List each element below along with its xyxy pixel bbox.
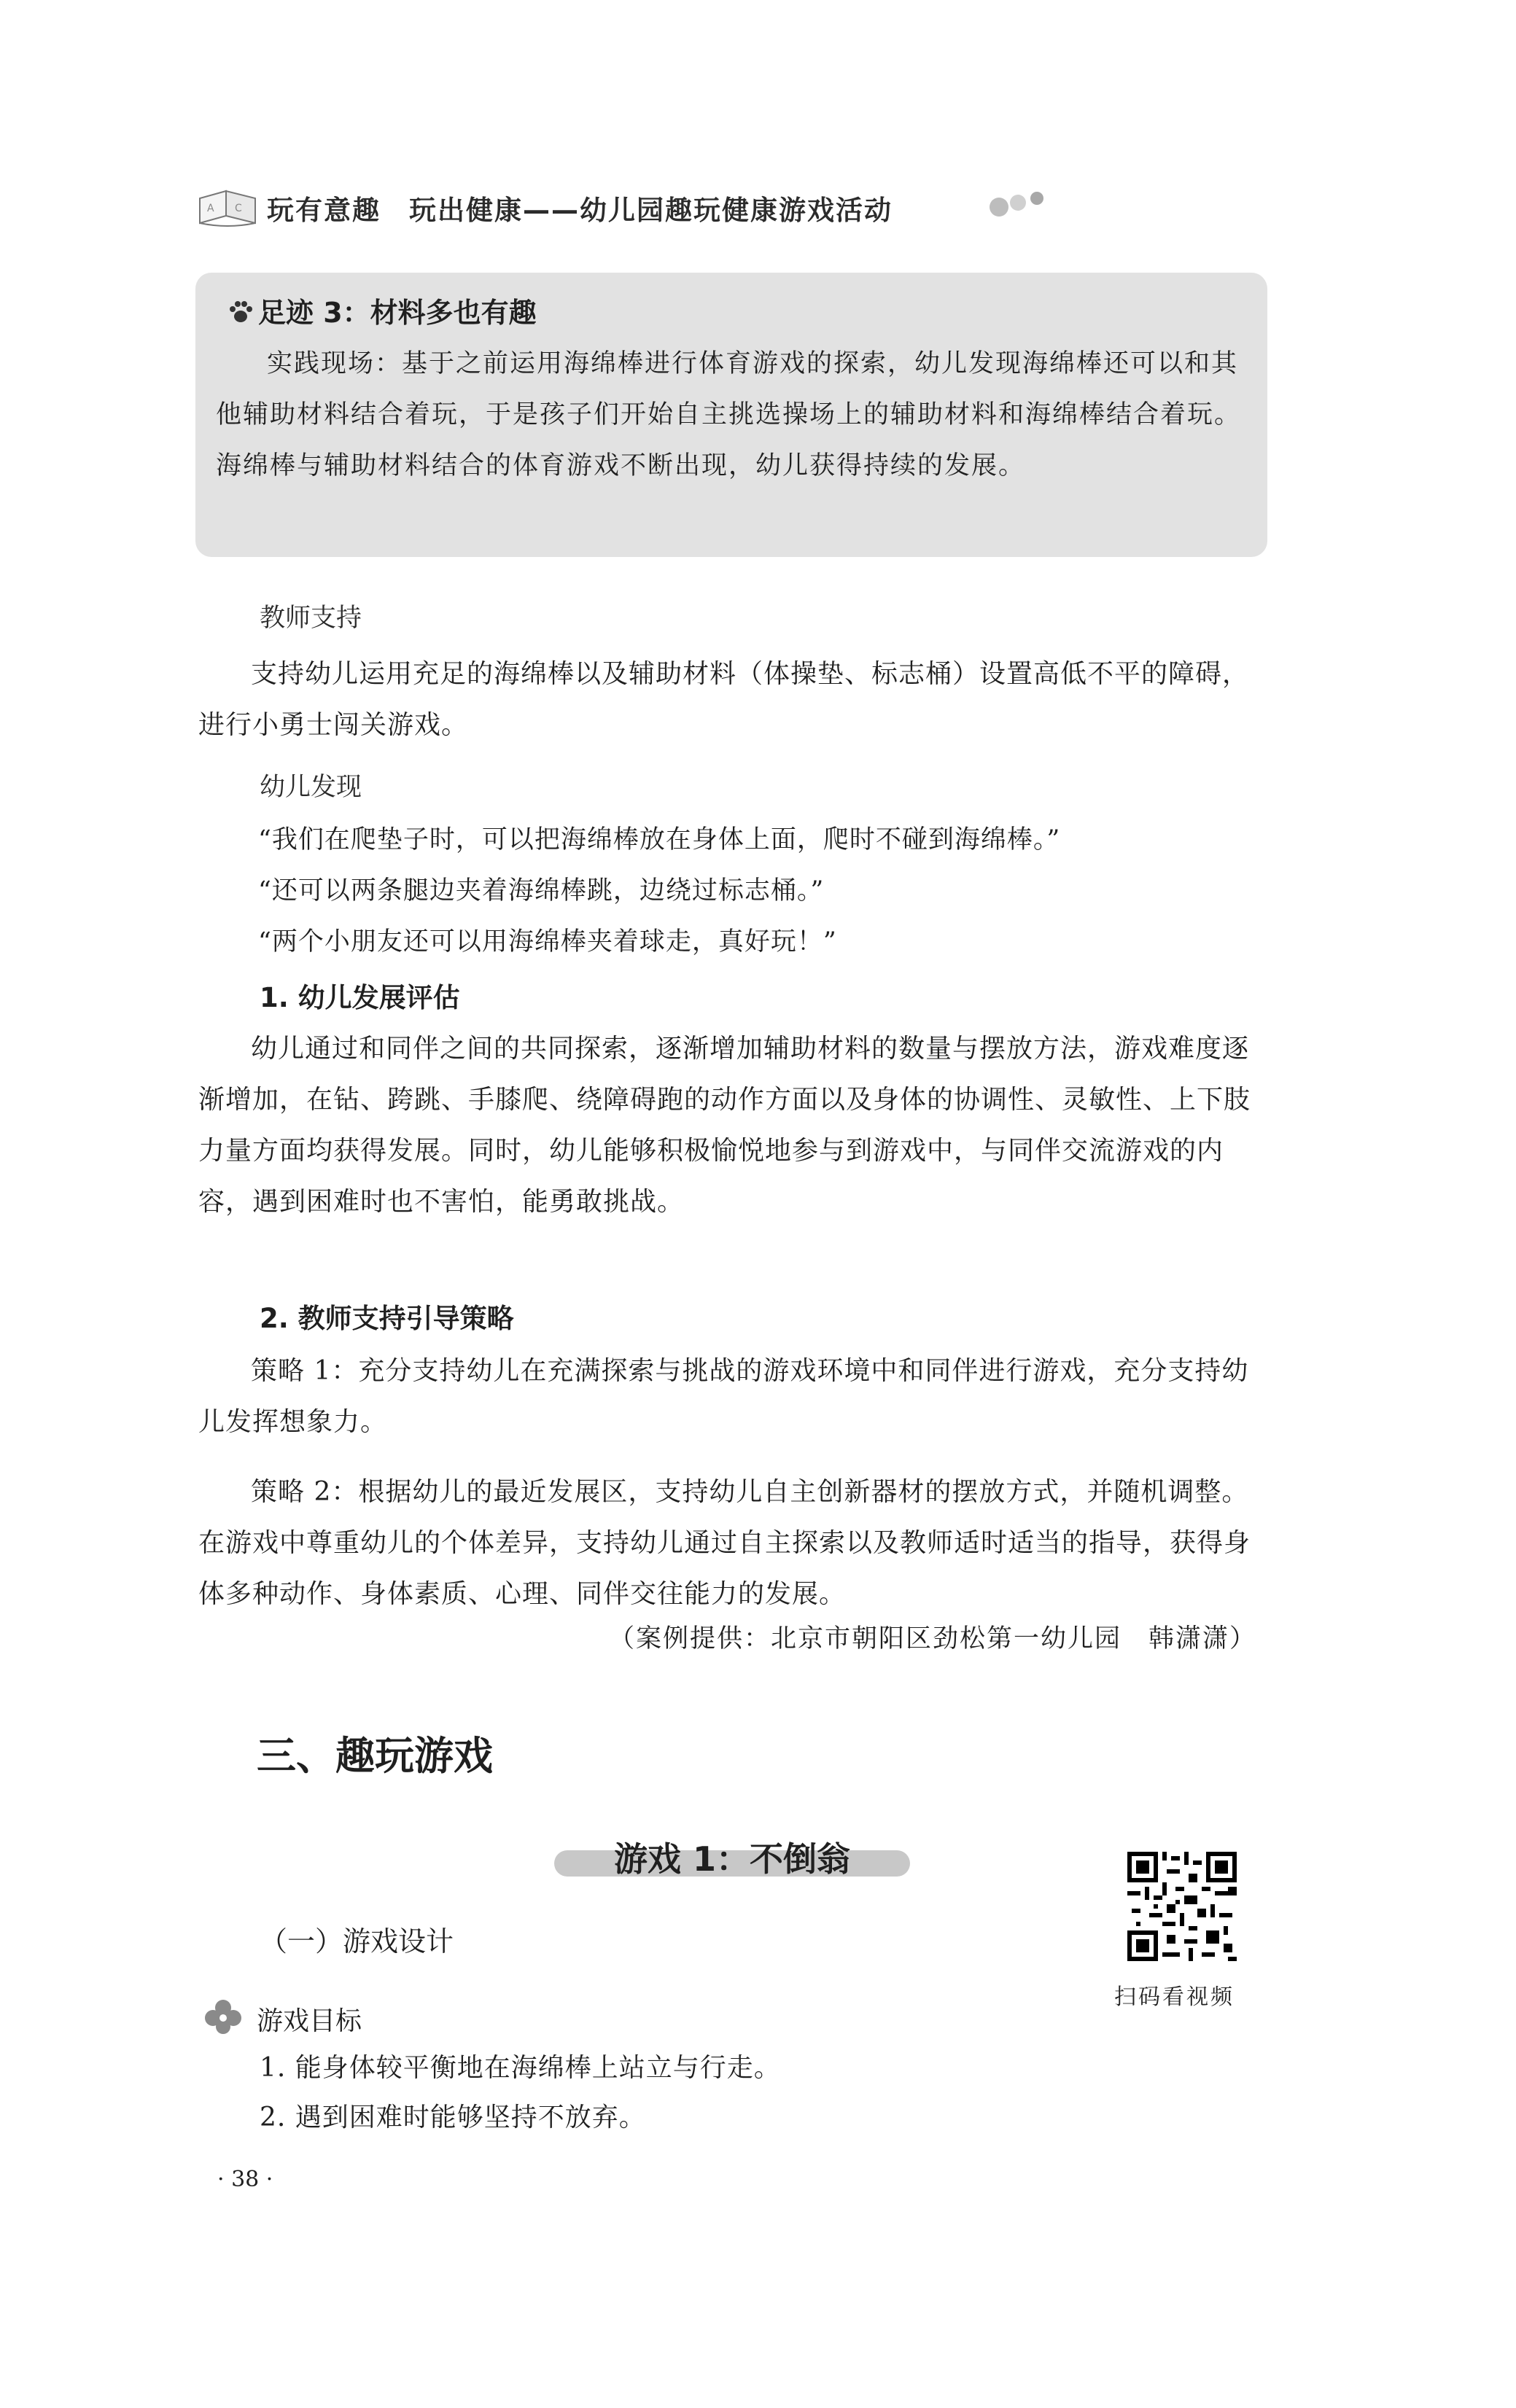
case-source: （案例提供：北京市朝阳区劲松第一幼儿园 韩潇潇） [608, 1624, 1256, 1653]
evaluation-text: 幼儿通过和同伴之间的共同探索，逐渐增加辅助材料的数量与摆放方法，游戏难度逐渐增加，在钻、跨跳、手膝爬、绕障碍跑的动作方面以及身体的协调性、灵敏性、上下肢力量方面均获得发展。同时，幼儿能够积极愉悦地参与到游戏中，与同伴交流游戏的内容，遇到困难时也不害怕，能勇敢挑战。 [198, 1034, 1251, 1217]
child-findings-label: 幼儿发现 [260, 773, 362, 802]
evaluation-heading: 1. 幼儿发展评估 [260, 982, 460, 1013]
qr-caption: 扫码看视频 [1114, 1984, 1235, 2010]
design-heading: （一）游戏设计 [260, 1925, 454, 1957]
quote-1: “我们在爬垫子时，可以把海绵棒放在身体上面，爬时不碰到海绵棒。” [258, 825, 1061, 854]
svg-text:A: A [207, 203, 214, 214]
goal-item-2: 2. 遇到困难时能够坚持不放弃。 [260, 2103, 646, 2132]
clover-icon [203, 1998, 244, 2038]
balls-icon [986, 190, 1052, 219]
teacher-support-label: 教师支持 [260, 604, 362, 633]
section-title: 三、趣玩游戏 [257, 1733, 493, 1779]
box-body: 实践现场：基于之前运用海绵棒进行体育游戏的探索，幼儿发现海绵棒还可以和其他辅助材料结合着玩，于是孩子们开始自主挑选操场上的辅助材料和海绵棒结合着玩。海绵棒与辅助材料结合的体育游戏不断出现，幼儿获得持续的发展。 [216, 349, 1242, 480]
footprint-box [195, 273, 1267, 557]
paw-icon [228, 299, 254, 325]
quote-3: “两个小朋友还可以用海绵棒夹着球走，真好玩！” [258, 927, 837, 956]
quote-2: “还可以两条腿边夹着海绵棒跳，边绕过标志桶。” [258, 876, 825, 905]
running-header [191, 179, 964, 232]
game-title-banner [554, 1833, 910, 1881]
strategy-heading: 2. 教师支持引导策略 [260, 1303, 514, 1334]
goals-title: 游戏目标 [257, 2006, 362, 2036]
teacher-support-text: 支持幼儿运用充足的海绵棒以及辅助材料（体操垫、标志桶）设置高低不平的障碍，进行小勇士闯关游戏。 [198, 659, 1250, 740]
strategy-2: 策略 2：根据幼儿的最近发展区，支持幼儿自主创新器材的摆放方式，并随机调整。在游戏中尊重幼儿的个体差异，支持幼儿通过自主探索以及教师适时适当的指导，获得身体多种动作、身体素质、心理、同伴交往能力的发展。 [198, 1477, 1251, 1609]
goal-item-1: 1. 能身体较平衡地在海绵棒上站立与行走。 [260, 2053, 781, 2083]
page-number: · 38 · [217, 2167, 273, 2192]
box-title: 足迹 3：材料多也有趣 [258, 297, 537, 329]
qr-code-icon[interactable] [1127, 1852, 1237, 1961]
svg-text:C: C [235, 203, 242, 214]
game-title: 游戏 1：不倒翁 [613, 1839, 851, 1879]
strategy-1: 策略 1：充分支持幼儿在充满探索与挑战的游戏环境中和同伴进行游戏，充分支持幼儿发挥想象力。 [198, 1356, 1249, 1437]
books-icon [197, 187, 260, 229]
header-title: 玩有意趣 玩出健康——幼儿园趣玩健康游戏活动 [267, 195, 893, 226]
